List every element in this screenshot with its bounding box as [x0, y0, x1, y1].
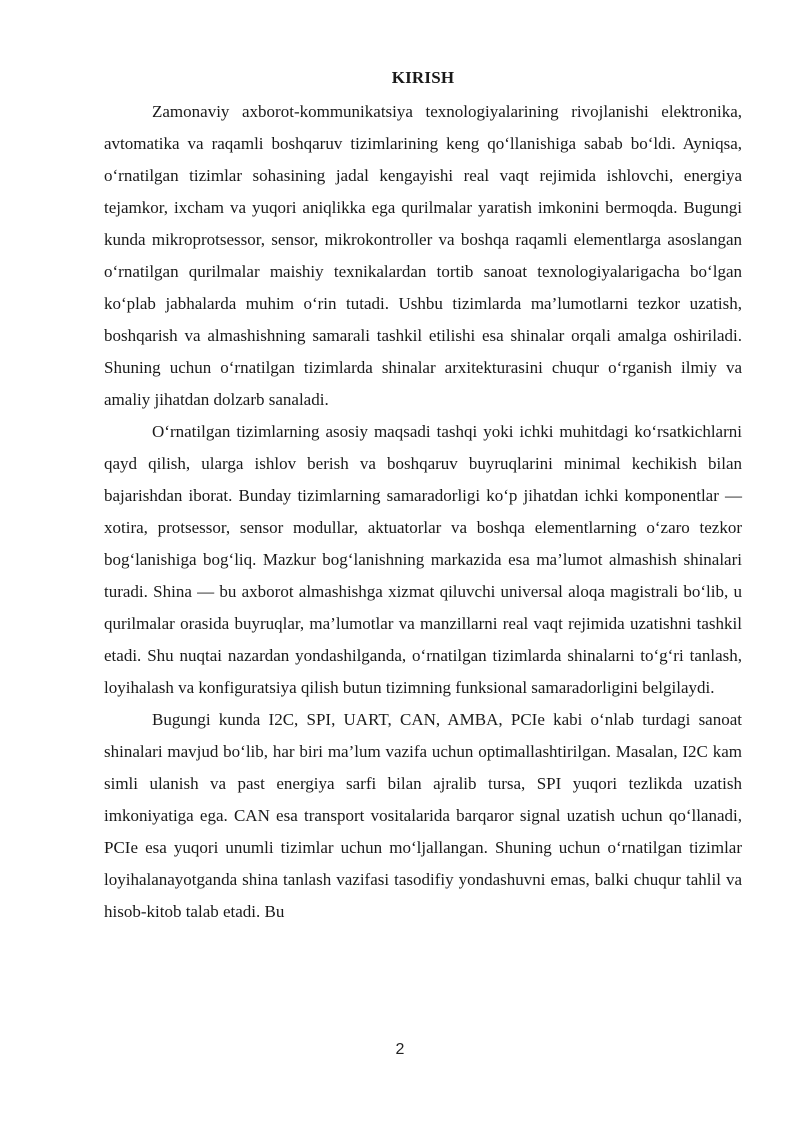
- document-page: [104, 64, 742, 928]
- section-heading: KIRISH: [391, 68, 455, 87]
- paragraph-1: Zamonaviy axborot-kommunikatsiya texnologiyalarining rivojlanishi elektronika, avtomatika va raqamli boshqaruv tizimlarining keng qo‘llanishiga sabab bo‘ldi. Ayniqsa, o‘rnatilgan tizimlar sohasining jadal kengayishi real vaqt rejimida ishlovchi, energiya tejamkor, ixcham va yuqori aniqlikka ega qurilmalar yaratish imkonini bermoqda. Bugungi kunda mikroprotsessor, sensor, mikrokontroller va boshqa raqamli elementlarga asoslangan o‘rnatilgan qurilmalar maishiy texnikalardan tortib sanoat texnologiyalarigacha bo‘lgan ko‘plab jabhalarda muhim o‘rin tutadi. Ushbu tizimlarda ma’lumotlarni tezkor uzatish, boshqarish va almashishning samarali tashkil etilishi esa shinalar orqali amalga oshiriladi. Shuning uchun o‘rnatilgan tizimlarda shinalar arxitekturasini chuqur o‘rganish ilmiy va amaliy jihatdan dolzarb sanaladi.: [104, 102, 742, 409]
- page-number: 2: [395, 1041, 405, 1058]
- paragraph-3: Bugungi kunda I2C, SPI, UART, CAN, AMBA, PCIe kabi o‘nlab turdagi sanoat shinalari mavjud bo‘lib, har biri ma’lum vazifa uchun optimallashtirilgan. Masalan, I2C kam simli ulanish va past energiya sarfi bilan ajralib tursa, SPI yuqori tezlikda uzatish imkoniyatiga ega. CAN esa transport vositalarida barqaror signal uzatish uchun qo‘llanadi, PCIe esa yuqori unumli tizimlar uchun mo‘ljallangan. Shuning uchun o‘rnatilgan tizimlar loyihalanayotganda shina tanlash vazifasi tasodifiy yondashuvni emas, balki chuqur tahlil va hisob-kitob talab etadi. Bu: [104, 710, 742, 921]
- paragraph-2: O‘rnatilgan tizimlarning asosiy maqsadi tashqi yoki ichki muhitdagi ko‘rsatkichlarni qayd qilish, ularga ishlov berish va boshqaruv buyruqlarini minimal kechikish bilan bajarishdan iborat. Bunday tizimlarning samaradorligi ko‘p jihatdan ichki komponentlar — xotira, protsessor, sensor modullar, aktuatorlar va boshqa elementlarning o‘zaro tezkor bog‘lanishiga bog‘liq. Mazkur bog‘lanishning markazida esa ma’lumot almashish shinalari turadi. Shina — bu axborot almashishga xizmat qiluvchi universal aloqa magistrali bo‘lib, u qurilmalar orasida buyruqlar, ma’lumotlar va manzillarni real vaqt rejimida uzatishni tashkil etadi. Shu nuqtai nazardan yondashilganda, o‘rnatilgan tizimlarda shinalarni to‘g‘ri tanlash, loyihalash va konfiguratsiya qilish butun tizimning funksional samaradorligini belgilaydi.: [104, 422, 742, 697]
